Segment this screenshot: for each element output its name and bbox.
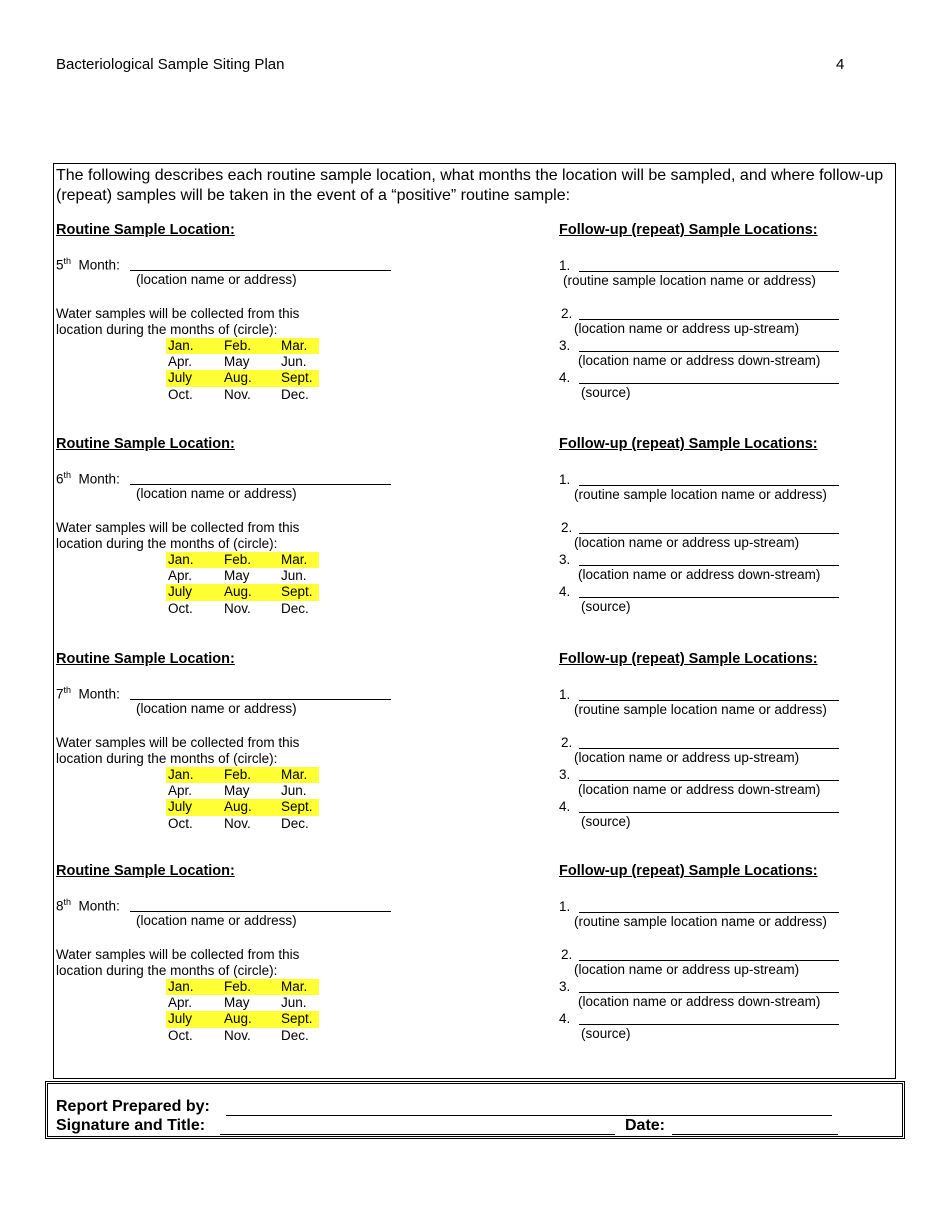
followup-caption: (location name or address down-stream) <box>578 353 821 368</box>
month-option[interactable]: May <box>224 568 250 584</box>
followup-caption: (location name or address down-stream) <box>578 567 821 582</box>
location-field[interactable] <box>130 484 391 485</box>
routine-heading: Routine Sample Location: <box>56 436 235 452</box>
followup-caption: (source) <box>581 385 631 400</box>
page-number: 4 <box>836 56 845 73</box>
months-grid <box>166 979 319 1044</box>
month-option[interactable]: Mar. <box>279 552 319 568</box>
followup-field[interactable] <box>579 565 839 566</box>
month-option[interactable]: Mar. <box>279 338 319 354</box>
month-label: 7th Month: <box>56 685 120 702</box>
routine-heading: Routine Sample Location: <box>56 863 235 879</box>
followup-number: 2. <box>561 735 573 750</box>
prepared-by-field[interactable] <box>226 1115 832 1116</box>
month-option[interactable]: Jan. <box>166 552 222 568</box>
month-option[interactable]: Jun. <box>281 568 307 584</box>
routine-section <box>0 863 950 1073</box>
followup-number: 1. <box>559 687 571 702</box>
month-option[interactable]: Oct. <box>168 600 193 616</box>
month-option[interactable]: Jun. <box>281 995 307 1011</box>
location-field[interactable] <box>130 699 391 700</box>
month-option[interactable]: July <box>166 370 222 386</box>
month-option[interactable]: July <box>166 799 222 815</box>
followup-caption: (location name or address up-stream) <box>574 962 800 977</box>
month-option[interactable]: July <box>166 1011 222 1027</box>
month-option[interactable]: Oct. <box>168 1027 193 1043</box>
signature-field[interactable] <box>220 1134 615 1135</box>
followup-caption: (location name or address up-stream) <box>574 321 800 336</box>
location-field[interactable] <box>130 270 391 271</box>
routine-heading: Routine Sample Location: <box>56 651 235 667</box>
months-grid <box>166 767 319 832</box>
followup-caption: (routine sample location name or address) <box>574 487 827 502</box>
month-option[interactable]: Nov. <box>224 600 251 616</box>
followup-field[interactable] <box>579 271 839 272</box>
followup-caption: (location name or address up-stream) <box>574 750 800 765</box>
page-header-title: Bacteriological Sample Siting Plan <box>56 56 285 73</box>
followup-heading: Follow-up (repeat) Sample Locations: <box>559 222 818 238</box>
followup-caption: (location name or address down-stream) <box>578 994 821 1009</box>
followup-field[interactable] <box>579 485 839 486</box>
followup-caption: (routine sample location name or address) <box>563 273 816 288</box>
followup-heading: Follow-up (repeat) Sample Locations: <box>559 651 818 667</box>
followup-heading: Follow-up (repeat) Sample Locations: <box>559 436 818 452</box>
month-option[interactable]: Sept. <box>279 799 319 815</box>
followup-field[interactable] <box>579 597 839 598</box>
followup-number: 4. <box>559 584 571 599</box>
month-option[interactable]: Nov. <box>224 386 251 402</box>
month-label: 5th Month: <box>56 256 120 273</box>
month-option[interactable]: Aug. <box>222 1011 279 1027</box>
followup-field[interactable] <box>579 748 839 749</box>
followup-caption: (routine sample location name or address) <box>574 914 827 929</box>
month-option[interactable]: May <box>224 354 250 370</box>
followup-field[interactable] <box>579 383 839 384</box>
month-option[interactable]: Oct. <box>168 815 193 831</box>
followup-number: 4. <box>559 370 571 385</box>
month-option[interactable]: Jun. <box>281 354 307 370</box>
month-option[interactable]: Dec. <box>281 815 309 831</box>
collect-text: Water samples will be collected from this location during the months of (circle): <box>56 520 300 551</box>
month-option[interactable]: Feb. <box>222 338 279 354</box>
month-label: 6th Month: <box>56 470 120 487</box>
followup-number: 3. <box>559 338 571 353</box>
followup-field[interactable] <box>579 533 839 534</box>
collect-text: Water samples will be collected from this location during the months of (circle): <box>56 306 300 337</box>
followup-number: 2. <box>561 520 573 535</box>
location-caption: (location name or address) <box>136 913 297 928</box>
followup-caption: (source) <box>581 814 631 829</box>
month-option[interactable]: Sept. <box>279 1011 319 1027</box>
followup-caption: (routine sample location name or address) <box>574 702 827 717</box>
followup-number: 3. <box>559 552 571 567</box>
months-grid <box>166 338 319 403</box>
month-option[interactable]: Dec. <box>281 1027 309 1043</box>
month-option[interactable]: Apr. <box>168 995 193 1011</box>
routine-section <box>0 222 950 432</box>
followup-field[interactable] <box>579 700 839 701</box>
followup-field[interactable] <box>579 912 839 913</box>
followup-number: 3. <box>559 979 571 994</box>
month-option[interactable]: Jun. <box>281 783 307 799</box>
prepared-by-label: Report Prepared by: <box>56 1098 210 1115</box>
month-option[interactable]: Mar. <box>279 979 319 995</box>
location-caption: (location name or address) <box>136 486 297 501</box>
month-option[interactable]: Jan. <box>166 338 222 354</box>
followup-number: 4. <box>559 1011 571 1026</box>
followup-caption: (location name or address up-stream) <box>574 535 800 550</box>
month-option[interactable]: Nov. <box>224 1027 251 1043</box>
month-option[interactable]: Dec. <box>281 600 309 616</box>
month-option[interactable]: Apr. <box>168 354 193 370</box>
months-grid <box>166 552 319 617</box>
location-caption: (location name or address) <box>136 701 297 716</box>
followup-caption: (source) <box>581 599 631 614</box>
month-option[interactable]: Jan. <box>166 767 222 783</box>
date-field[interactable] <box>672 1134 838 1135</box>
location-field[interactable] <box>130 911 391 912</box>
routine-heading: Routine Sample Location: <box>56 222 235 238</box>
month-option[interactable]: Aug. <box>222 584 279 600</box>
followup-heading: Follow-up (repeat) Sample Locations: <box>559 863 818 879</box>
signature-label: Signature and Title: <box>56 1117 206 1134</box>
collect-text: Water samples will be collected from this location during the months of (circle): <box>56 947 300 978</box>
month-option[interactable]: Feb. <box>222 979 279 995</box>
month-option[interactable]: Mar. <box>279 767 319 783</box>
month-option[interactable]: Feb. <box>222 552 279 568</box>
routine-section <box>0 436 950 646</box>
month-option[interactable]: Nov. <box>224 815 251 831</box>
followup-field[interactable] <box>579 812 839 813</box>
routine-section <box>0 651 950 861</box>
followup-caption: (source) <box>581 1026 631 1041</box>
month-option[interactable]: Aug. <box>222 370 279 386</box>
month-option[interactable]: Sept. <box>279 584 319 600</box>
followup-number: 1. <box>559 899 571 914</box>
collect-text: Water samples will be collected from this location during the months of (circle): <box>56 735 300 766</box>
month-option[interactable]: Apr. <box>168 568 193 584</box>
month-option[interactable]: Feb. <box>222 767 279 783</box>
followup-field[interactable] <box>579 351 839 352</box>
followup-field[interactable] <box>579 992 839 993</box>
followup-field[interactable] <box>579 319 839 320</box>
followup-field[interactable] <box>579 960 839 961</box>
month-option[interactable]: May <box>224 995 250 1011</box>
month-option[interactable]: Jan. <box>166 979 222 995</box>
month-option[interactable]: May <box>224 783 250 799</box>
month-label: 8th Month: <box>56 897 120 914</box>
followup-number: 4. <box>559 799 571 814</box>
followup-field[interactable] <box>579 1024 839 1025</box>
followup-number: 1. <box>559 258 571 273</box>
month-option[interactable]: Oct. <box>168 386 193 402</box>
followup-number: 2. <box>561 306 573 321</box>
location-caption: (location name or address) <box>136 272 297 287</box>
followup-number: 3. <box>559 767 571 782</box>
date-label: Date: <box>625 1117 666 1134</box>
followup-number: 2. <box>561 947 573 962</box>
followup-field[interactable] <box>579 780 839 781</box>
month-option[interactable]: Aug. <box>222 799 279 815</box>
month-option[interactable]: Apr. <box>168 783 193 799</box>
month-option[interactable]: Sept. <box>279 370 319 386</box>
month-option[interactable]: Dec. <box>281 386 309 402</box>
intro-text: The following describes each routine sample location, what months the location will be sampled, and where follow-up (repeat) samples will be taken in the event of a “positive” routine sample: <box>56 167 884 204</box>
followup-number: 1. <box>559 472 571 487</box>
month-option[interactable]: July <box>166 584 222 600</box>
followup-caption: (location name or address down-stream) <box>578 782 821 797</box>
